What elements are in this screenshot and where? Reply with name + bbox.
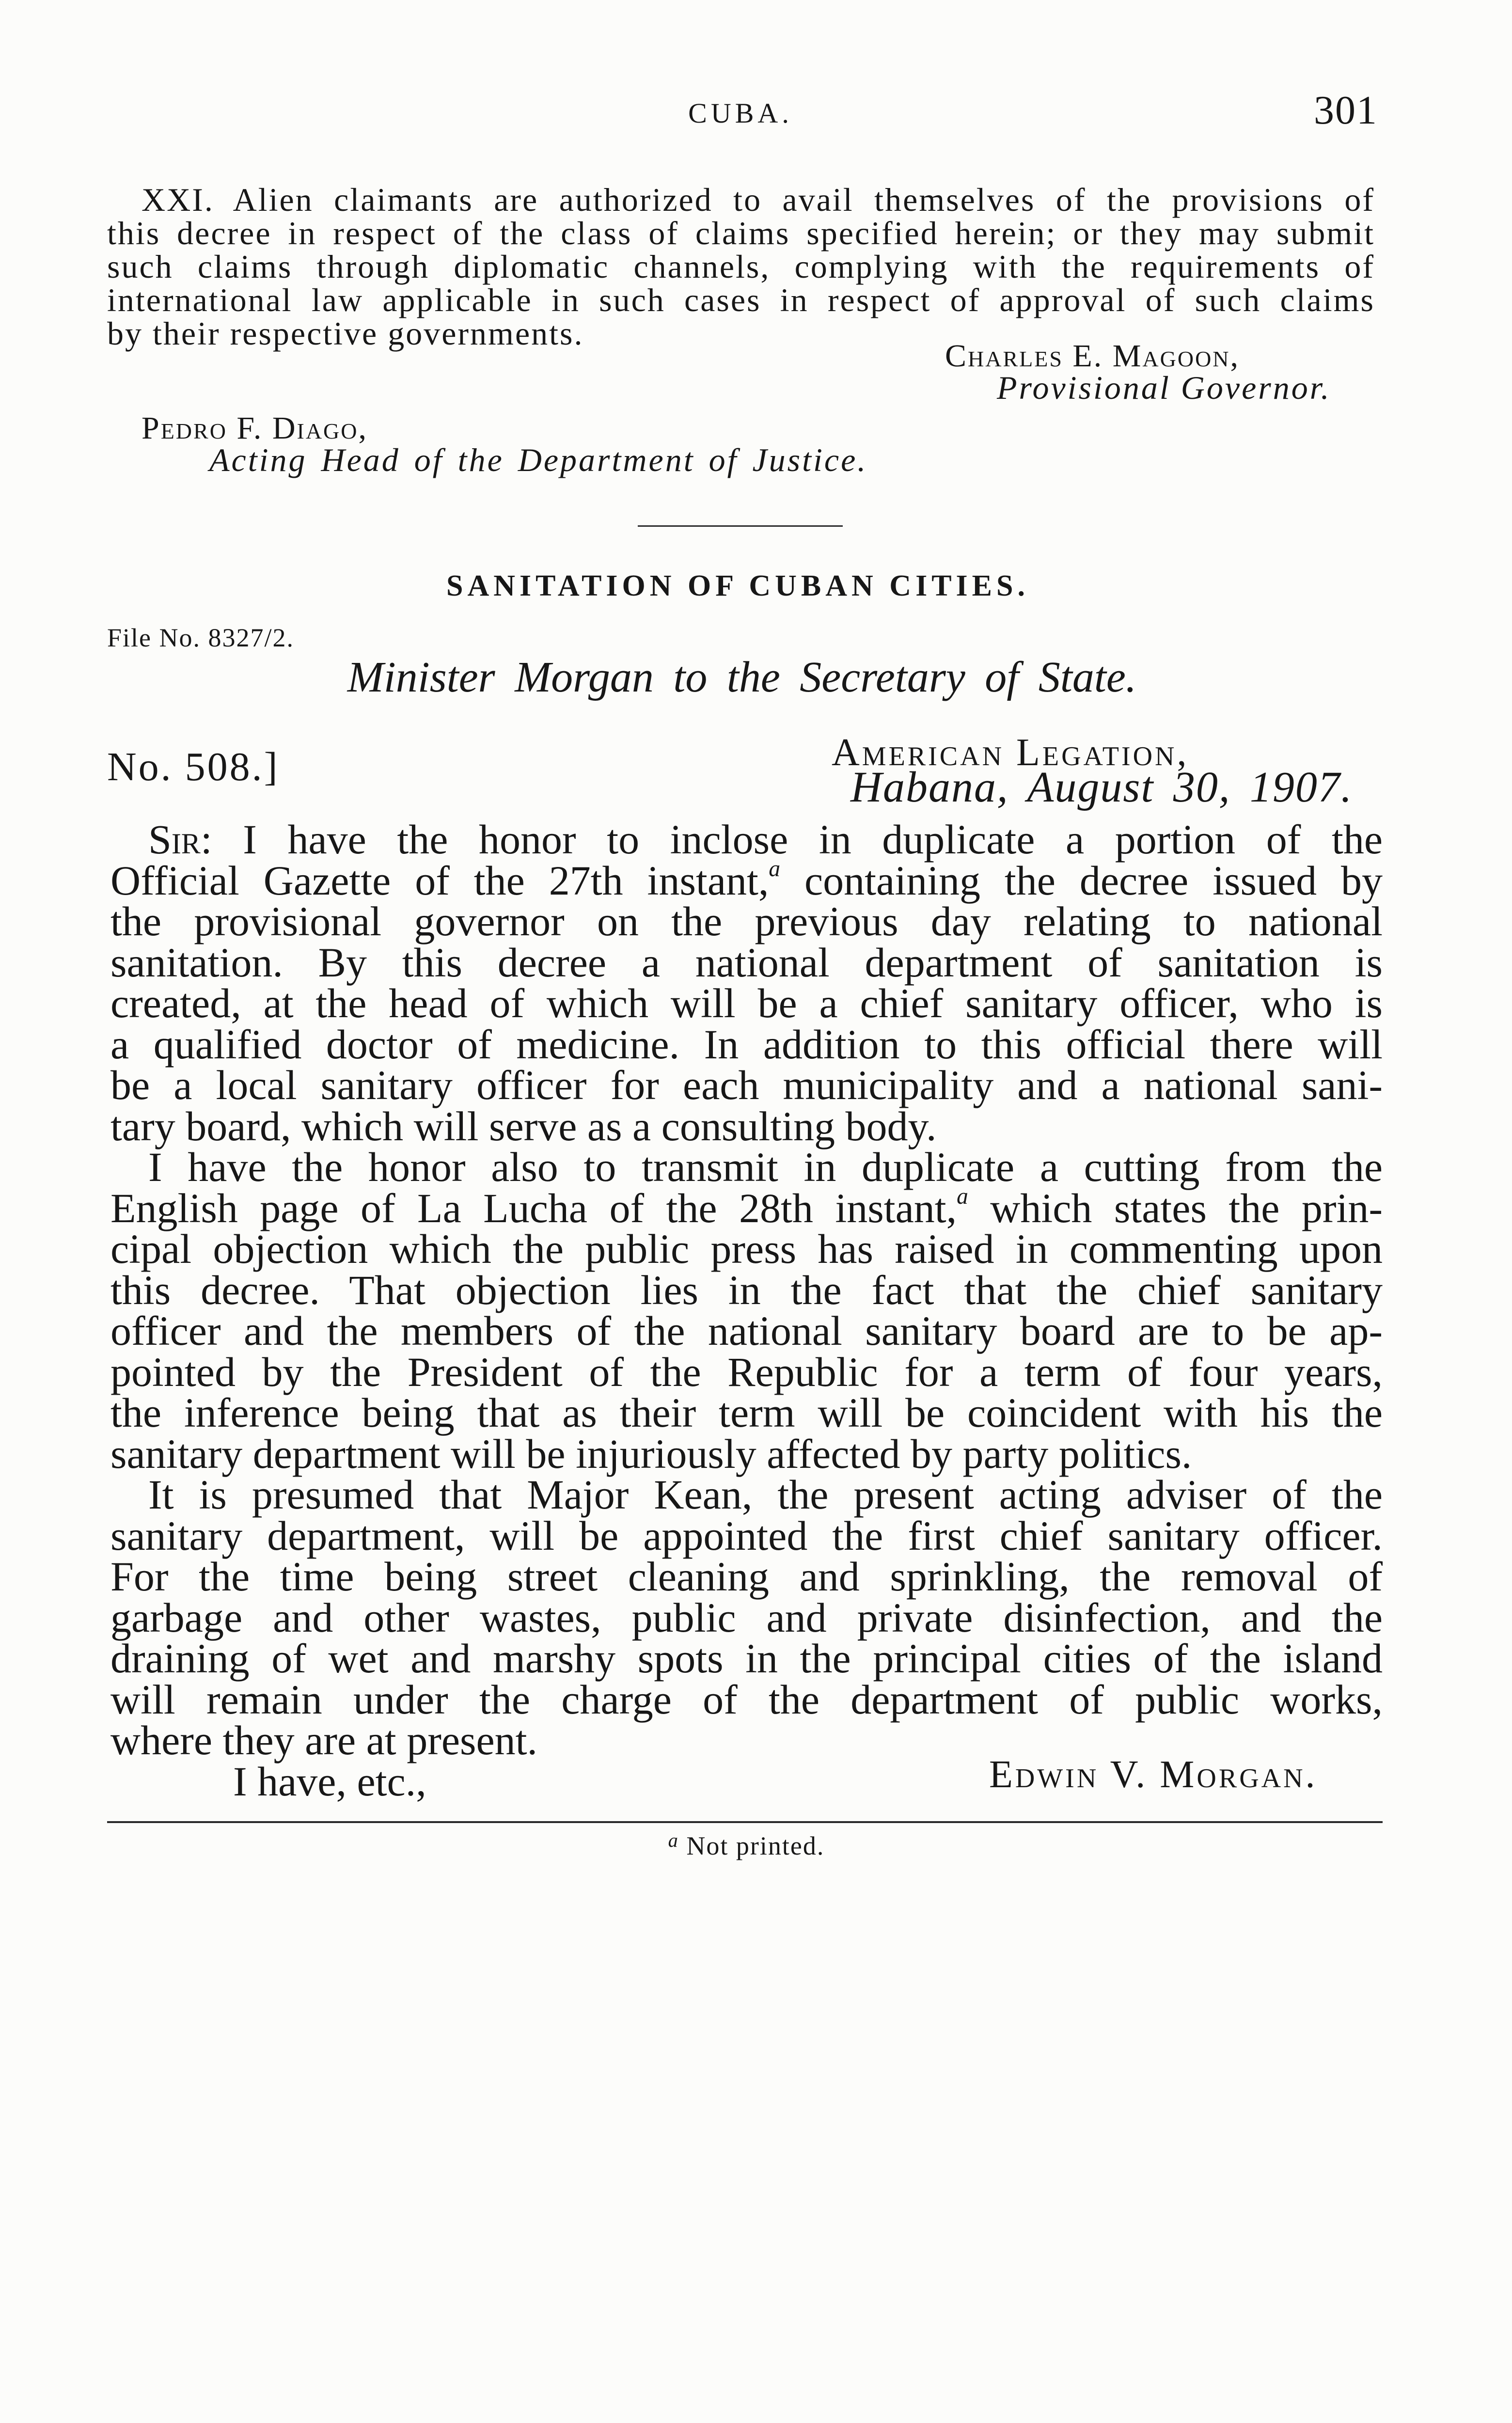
letter-paragraph [110, 1144, 1383, 1477]
body-line: sanitary department will be injuriously affected by party politics. [110, 1430, 1192, 1477]
footnote-marker: a [769, 856, 781, 881]
file-number: File No. 8327/2. [107, 623, 295, 652]
section-heading: SANITATION OF CUBAN CITIES. [446, 569, 1030, 602]
body-line: officer and the members of the national sanitary board are to be ap- [110, 1307, 1383, 1354]
body-line [110, 856, 1383, 904]
decree-line: international law applicable in such cases in respect of approval of such claims [107, 282, 1375, 318]
decree-line: by their respective governments. [107, 315, 584, 352]
body-line: sanitary department, will be appointed the first chief sanitary officer. [110, 1512, 1383, 1559]
body-line: a qualified doctor of medicine. In addition to this official there will [110, 1021, 1383, 1068]
decree-line: XXI. Alien claimants are authorized to avail themselves of the provisions of [142, 181, 1375, 218]
body-line: the provisional governor on the previous day relating to national [110, 898, 1383, 944]
body-line: be a local sanitary officer for each municipality and a national sani- [110, 1062, 1383, 1108]
section-divider [638, 525, 843, 527]
letter-sender: American Legation, [832, 731, 1189, 774]
letter-paragraph [110, 1471, 1383, 1763]
body-line: this decree. That objection lies in the fact that the chief sanitary [110, 1266, 1383, 1313]
footnote-text: Not printed. [686, 1831, 825, 1860]
body-line: pointed by the President of the Republic for a term of four years, [110, 1348, 1383, 1395]
body-line: cipal objection which the public press has raised in commenting upon [110, 1226, 1383, 1272]
letter-paragraph [110, 816, 1383, 1149]
body-line: tary board, which will serve as a consulting body. [110, 1102, 937, 1149]
body-line: will remain under the charge of the department of public works, [110, 1676, 1383, 1723]
decree-article [107, 183, 1375, 350]
line-text: Official Gazette of the 27th instant, [110, 857, 769, 904]
running-title: CUBA. [688, 97, 793, 129]
footnote-marker: a [957, 1183, 968, 1209]
page-number: 301 [1314, 88, 1378, 133]
countersignatory-title: Acting Head of the Department of Justice. [209, 441, 868, 478]
line-text: containing the decree issued by [780, 857, 1383, 904]
body-line [110, 1183, 1383, 1231]
body-line: created, at the head of which will be a chief sanitary officer, who is [110, 980, 1383, 1026]
document-title: Minister Morgan to the Secretary of State. [347, 653, 1137, 701]
letter-number: No. 508.] [107, 744, 280, 789]
countersignatory-name: Pedro F. Diago, [142, 410, 368, 446]
signatory-title: Provisional Governor. [997, 369, 1331, 406]
line-text: I have the honor to inclose in duplicate a portion of the [243, 816, 1383, 863]
body-line: the inference being that as their term will be coincident with his the [110, 1389, 1383, 1436]
body-line: where they are at present. [110, 1717, 538, 1763]
letter-body [110, 816, 1383, 1805]
body-line: sanitation. By this decree a national department of sanitation is [110, 939, 1383, 986]
body-line: For the time being street cleaning and sprinkling, the removal of [110, 1553, 1383, 1600]
signatory-name: Charles E. Magoon, [945, 338, 1240, 374]
closing-phrase: I have, etc., [233, 1758, 426, 1805]
letter-place-date: Habana, August 30, 1907. [850, 763, 1353, 811]
letter-signer: Edwin V. Morgan. [989, 1753, 1318, 1796]
salutation: Sir: [148, 816, 212, 863]
body-line: garbage and other wastes, public and private disinfection, and the [110, 1594, 1383, 1641]
footnote-rule [107, 1821, 1383, 1823]
line-text: which states the prin- [968, 1184, 1383, 1231]
letter-closing [110, 1753, 1383, 1805]
decree-line: this decree in respect of the class of claims specified herein; or they may submit [107, 215, 1375, 252]
decree-line: such claims through diplomatic channels, complying with the requirements of [107, 248, 1375, 285]
body-line: I have the honor also to transmit in duplicate a cutting from the [148, 1144, 1383, 1190]
body-line: draining of wet and marshy spots in the principal cities of the island [110, 1635, 1383, 1682]
footnote [601, 1831, 892, 1860]
body-line [110, 816, 1383, 863]
body-line: It is presumed that Major Kean, the present acting adviser of the [148, 1471, 1383, 1518]
footnote-marker: a [668, 1829, 679, 1851]
line-text: English page of La Lucha of the 28th instant, [110, 1184, 957, 1231]
